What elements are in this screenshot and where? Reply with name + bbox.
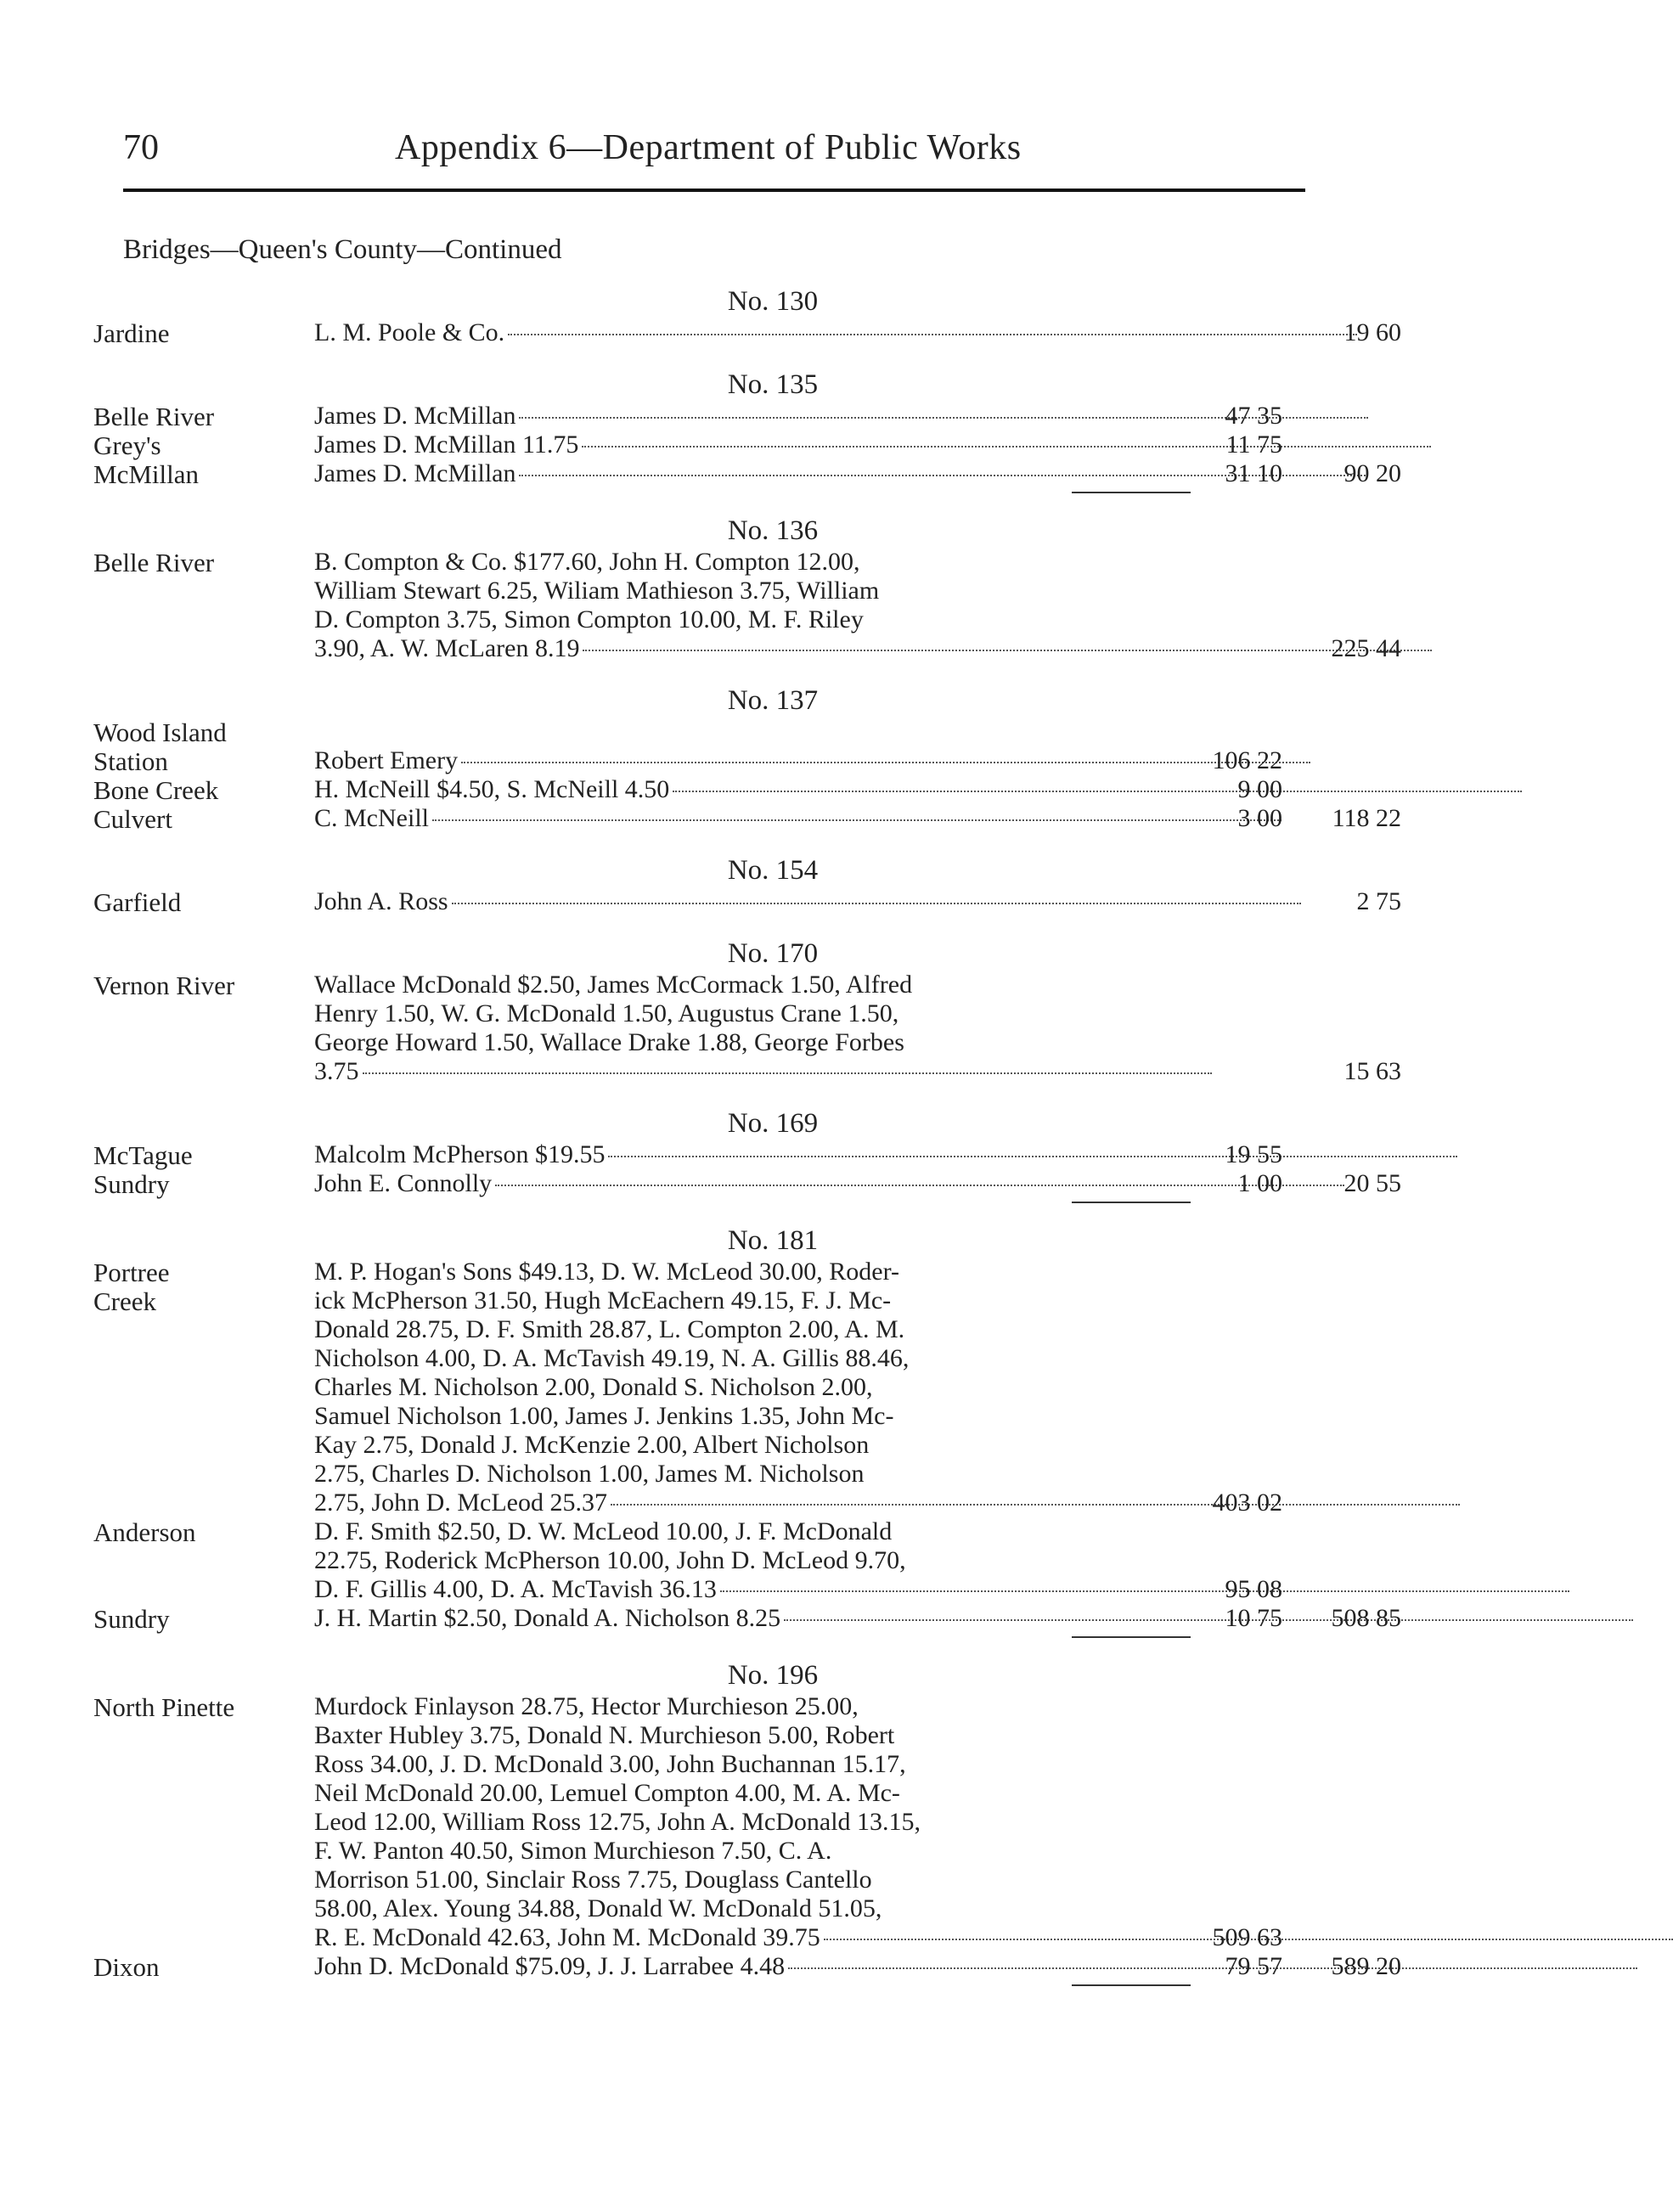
contract-number: No. 196	[727, 1660, 819, 1691]
entry-line	[93, 1750, 1316, 1779]
location-label: Wood Island	[93, 718, 227, 747]
location-label: Portree	[93, 1258, 170, 1287]
subtotal-rule	[1072, 1202, 1191, 1203]
item-amount: 79 57	[1225, 1952, 1282, 1980]
contract-section	[93, 853, 1401, 937]
entry-line	[93, 1952, 1401, 1982]
payee-text-content: Murdock Finlayson 28.75, Hector Murchieson 25.00,	[314, 1692, 859, 1720]
contract-section	[93, 1106, 1401, 1224]
entry-line	[93, 634, 1401, 663]
item-amount: 9 00	[1237, 775, 1282, 803]
payee-text-content: John D. McDonald $75.09, J. J. Larrabee 4.48	[314, 1952, 786, 1980]
section-gap	[93, 663, 1316, 684]
entry-line	[93, 1140, 1316, 1169]
item-amount: 31 10	[1225, 459, 1282, 487]
section-gap	[93, 916, 1316, 937]
location-label: Station	[93, 746, 168, 776]
section-gap	[93, 833, 1316, 853]
entry-line	[93, 1779, 1316, 1808]
payee-text-content: ick McPherson 31.50, Hugh McEachern 49.15, F. J. Mc-	[314, 1286, 892, 1314]
payee-text	[314, 1140, 1155, 1169]
entry-line	[93, 1692, 1316, 1721]
payee-text-content: Neil McDonald 20.00, Lemuel Compton 4.00, M. A. Mc-	[314, 1779, 900, 1807]
entry-line	[93, 577, 1316, 605]
subtotal-rule	[1072, 492, 1191, 493]
location-label: Creek	[93, 1286, 157, 1316]
location-label: Sundry	[93, 1169, 170, 1199]
entry-line	[93, 775, 1316, 804]
entry-line	[93, 431, 1316, 459]
payee-text-content: L. M. Poole & Co.	[314, 318, 505, 346]
payee-text	[314, 1837, 1155, 1866]
payee-text	[314, 1517, 1155, 1546]
contract-section	[93, 1224, 1401, 1658]
contract-number: No. 169	[727, 1108, 819, 1139]
contract-number: No. 135	[727, 369, 819, 400]
entry-line	[93, 1808, 1316, 1837]
payee-text	[314, 1169, 1155, 1198]
payee-text	[314, 1315, 1155, 1344]
entry-line	[93, 1402, 1316, 1431]
total-amount: 90 20	[1343, 459, 1401, 487]
payee-text-content: Morrison 51.00, Sinclair Ross 7.75, Douglass Cantello	[314, 1866, 872, 1894]
entry-line	[93, 402, 1316, 431]
entry-line	[93, 1169, 1401, 1199]
section-gap	[93, 347, 1316, 368]
contract-section	[93, 937, 1401, 1106]
contract-number: No. 181	[727, 1225, 819, 1256]
location-label: Culvert	[93, 804, 172, 834]
payee-text	[314, 431, 1155, 459]
location-label: Dixon	[93, 1952, 160, 1982]
payee-text-content: D. F. Smith $2.50, D. W. McLeod 10.00, J. F. McDonald	[314, 1517, 893, 1545]
page-number: 70	[123, 128, 159, 167]
payee-text-content: R. E. McDonald 42.63, John M. McDonald 39.75	[314, 1923, 820, 1951]
payee-text	[314, 1604, 1155, 1633]
payee-text	[314, 318, 1155, 347]
payee-text	[314, 1028, 1155, 1057]
entry-line	[93, 1489, 1316, 1517]
payee-text-content: George Howard 1.50, Wallace Drake 1.88, George Forbes	[314, 1028, 904, 1056]
total-amount: 15 63	[1343, 1057, 1401, 1085]
contract-number: No. 154	[727, 855, 819, 886]
contract-number: No. 136	[727, 515, 819, 546]
entry-line	[93, 1546, 1316, 1575]
entry-line	[93, 1028, 1316, 1057]
running-title: Appendix 6—Department of Public Works	[395, 128, 1022, 167]
payee-text	[314, 1866, 1155, 1894]
entry-line	[93, 999, 1316, 1028]
payee-text	[314, 1750, 1155, 1779]
entry-line	[93, 1431, 1316, 1460]
location-label: McMillan	[93, 459, 199, 489]
payee-text-content: D. F. Gillis 4.00, D. A. McTavish 36.13	[314, 1575, 717, 1603]
payee-text-content: D. Compton 3.75, Simon Compton 10.00, M. F. Riley	[314, 605, 864, 633]
subtotal-rule	[1072, 1984, 1191, 1986]
payee-text-content: Nicholson 4.00, D. A. McTavish 49.19, N. A. Gillis 88.46,	[314, 1344, 910, 1372]
item-amount: 19 55	[1225, 1140, 1282, 1168]
subtotal-rule	[1072, 1636, 1191, 1638]
item-amount: 47 35	[1225, 402, 1282, 430]
payee-text	[314, 1431, 1155, 1460]
entry-line	[93, 1575, 1316, 1604]
entry-line	[93, 1286, 1316, 1315]
payee-text	[314, 1575, 1155, 1604]
payee-text-content: 3.90, A. W. McLaren 8.19	[314, 634, 580, 662]
payee-text	[314, 1373, 1155, 1402]
section-gap	[93, 1986, 1316, 2007]
payee-text	[314, 887, 1155, 916]
payee-text	[314, 999, 1155, 1028]
entry-line	[93, 605, 1316, 634]
payee-text-content: William Stewart 6.25, Wiliam Mathieson 3.75, William	[314, 577, 880, 605]
location-label: McTague	[93, 1140, 193, 1170]
payee-text	[314, 1460, 1155, 1489]
payee-text	[314, 402, 1155, 431]
payee-text-content: C. McNeill	[314, 804, 429, 832]
payee-text	[314, 605, 1155, 634]
payee-text-content: Baxter Hubley 3.75, Donald N. Murchieson 5.00, Robert	[314, 1721, 895, 1749]
total-amount: 20 55	[1343, 1169, 1401, 1197]
payee-text	[314, 1692, 1155, 1721]
entry-line	[93, 887, 1401, 917]
payee-text	[314, 804, 1155, 833]
entry-line	[93, 548, 1316, 577]
item-amount: 403 02	[1212, 1489, 1282, 1517]
header-rule	[123, 189, 1305, 192]
item-amount: 106 22	[1212, 746, 1282, 774]
payee-text-content: Donald 28.75, D. F. Smith 28.87, L. Compton 2.00, A. M.	[314, 1315, 905, 1343]
entry-line	[93, 1517, 1316, 1546]
payee-text	[314, 634, 1155, 663]
payee-text	[314, 1894, 1155, 1923]
location-label: Belle River	[93, 548, 215, 577]
entry-line	[93, 1057, 1401, 1086]
payee-text	[314, 1779, 1155, 1808]
payee-text	[314, 1258, 1155, 1286]
entry-line	[93, 1315, 1316, 1344]
total-amount: 225 44	[1331, 634, 1401, 662]
entry-line	[93, 318, 1401, 348]
payee-text-content: J. H. Martin $2.50, Donald A. Nicholson 8.25	[314, 1604, 781, 1632]
contract-section	[93, 284, 1401, 368]
payee-text-content: James D. McMillan 11.75	[314, 431, 579, 459]
payee-text-content: 22.75, Roderick McPherson 10.00, John D. McLeod 9.70,	[314, 1546, 906, 1574]
section-gap	[93, 1638, 1316, 1658]
payee-text-content: Samuel Nicholson 1.00, James J. Jenkins 1.35, John Mc-	[314, 1402, 894, 1430]
entry-line	[93, 746, 1316, 775]
entry-line	[93, 1373, 1316, 1402]
location-label: Sundry	[93, 1604, 170, 1634]
contract-section	[93, 684, 1401, 853]
payee-text-content: John A. Ross	[314, 887, 448, 915]
location-label: North Pinette	[93, 1692, 235, 1722]
payee-text	[314, 1344, 1155, 1373]
payee-text-content: James D. McMillan	[314, 402, 516, 430]
payee-text	[314, 971, 1155, 999]
contract-number: No. 137	[727, 685, 819, 716]
payee-text	[314, 577, 1155, 605]
payee-text-content: Charles M. Nicholson 2.00, Donald S. Nicholson 2.00,	[314, 1373, 873, 1401]
payee-text	[314, 1546, 1155, 1575]
contracts-list	[93, 284, 1401, 2007]
entry-line	[93, 971, 1316, 999]
payee-text	[314, 1808, 1155, 1837]
item-amount: 11 75	[1225, 431, 1282, 459]
entry-line	[93, 1258, 1316, 1286]
contract-section	[93, 514, 1401, 684]
total-amount: 118 22	[1332, 804, 1401, 832]
payee-text	[314, 1923, 1155, 1952]
entry-line	[93, 1344, 1316, 1373]
entry-line	[93, 1460, 1316, 1489]
payee-text-content: Kay 2.75, Donald J. McKenzie 2.00, Albert Nicholson	[314, 1431, 870, 1459]
entry-line	[93, 1923, 1316, 1952]
location-label: Anderson	[93, 1517, 196, 1547]
payee-text-content: Wallace McDonald $2.50, James McCormack 1.50, Alfred	[314, 971, 913, 999]
section-title: Bridges—Queen's County—Continued	[123, 234, 562, 265]
payee-text-content: John E. Connolly	[314, 1169, 493, 1197]
entry-line	[93, 804, 1401, 834]
location-label: Garfield	[93, 887, 182, 917]
total-amount: 19 60	[1343, 318, 1401, 346]
entry-line	[93, 718, 1316, 746]
payee-text	[314, 459, 1155, 488]
payee-text	[314, 775, 1155, 804]
entry-line	[93, 459, 1401, 489]
location-label: Bone Creek	[93, 775, 219, 805]
total-amount: 589 20	[1331, 1952, 1401, 1980]
payee-text	[314, 548, 1155, 577]
item-amount: 3 00	[1237, 804, 1282, 832]
contract-section	[93, 1658, 1401, 2007]
total-amount: 2 75	[1356, 887, 1401, 915]
contract-section	[93, 368, 1401, 514]
payee-text	[314, 1286, 1155, 1315]
payee-text	[314, 1952, 1155, 1981]
payee-text-content: F. W. Panton 40.50, Simon Murchieson 7.50, C. A.	[314, 1837, 832, 1865]
payee-text	[314, 1057, 1155, 1086]
payee-text-content: H. McNeill $4.50, S. McNeill 4.50	[314, 775, 670, 803]
item-amount: 10 75	[1225, 1604, 1282, 1632]
total-amount: 508 85	[1331, 1604, 1401, 1632]
payee-text	[314, 746, 1155, 775]
payee-text-content: Robert Emery	[314, 746, 459, 774]
payee-text-content: 3.75	[314, 1057, 359, 1085]
entry-line	[93, 1721, 1316, 1750]
section-gap	[93, 493, 1316, 514]
item-amount: 509 63	[1212, 1923, 1282, 1951]
entry-line	[93, 1837, 1316, 1866]
payee-text	[314, 1402, 1155, 1431]
payee-text-content: 58.00, Alex. Young 34.88, Donald W. McDonald 51.05,	[314, 1894, 882, 1922]
location-label: Vernon River	[93, 971, 235, 1000]
payee-text	[314, 1489, 1155, 1517]
payee-text-content: Ross 34.00, J. D. McDonald 3.00, John Buchannan 15.17,	[314, 1750, 906, 1778]
entry-line	[93, 1894, 1316, 1923]
payee-text-content: M. P. Hogan's Sons $49.13, D. W. McLeod 30.00, Roder-	[314, 1258, 899, 1286]
contract-number: No. 170	[727, 938, 819, 969]
location-label: Jardine	[93, 318, 170, 348]
payee-text	[314, 1721, 1155, 1750]
location-label: Belle River	[93, 402, 215, 431]
entry-line	[93, 1604, 1401, 1634]
item-amount: 95 08	[1225, 1575, 1282, 1603]
entry-line	[93, 1866, 1316, 1894]
payee-text-content: Henry 1.50, W. G. McDonald 1.50, Augustus Crane 1.50,	[314, 999, 899, 1027]
location-label: Grey's	[93, 431, 161, 460]
payee-text-content: Leod 12.00, William Ross 12.75, John A. McDonald 13.15,	[314, 1808, 921, 1836]
section-gap	[93, 1086, 1316, 1106]
contract-number: No. 130	[727, 286, 819, 317]
payee-text-content: B. Compton & Co. $177.60, John H. Compton 12.00,	[314, 548, 860, 576]
payee-text-content: 2.75, Charles D. Nicholson 1.00, James M. Nicholson	[314, 1460, 865, 1488]
section-gap	[93, 1203, 1316, 1224]
page-header	[123, 119, 1304, 178]
payee-text-content: Malcolm McPherson $19.55	[314, 1140, 606, 1168]
payee-text-content: James D. McMillan	[314, 459, 516, 487]
item-amount: 1 00	[1237, 1169, 1282, 1197]
payee-text-content: 2.75, John D. McLeod 25.37	[314, 1489, 607, 1517]
